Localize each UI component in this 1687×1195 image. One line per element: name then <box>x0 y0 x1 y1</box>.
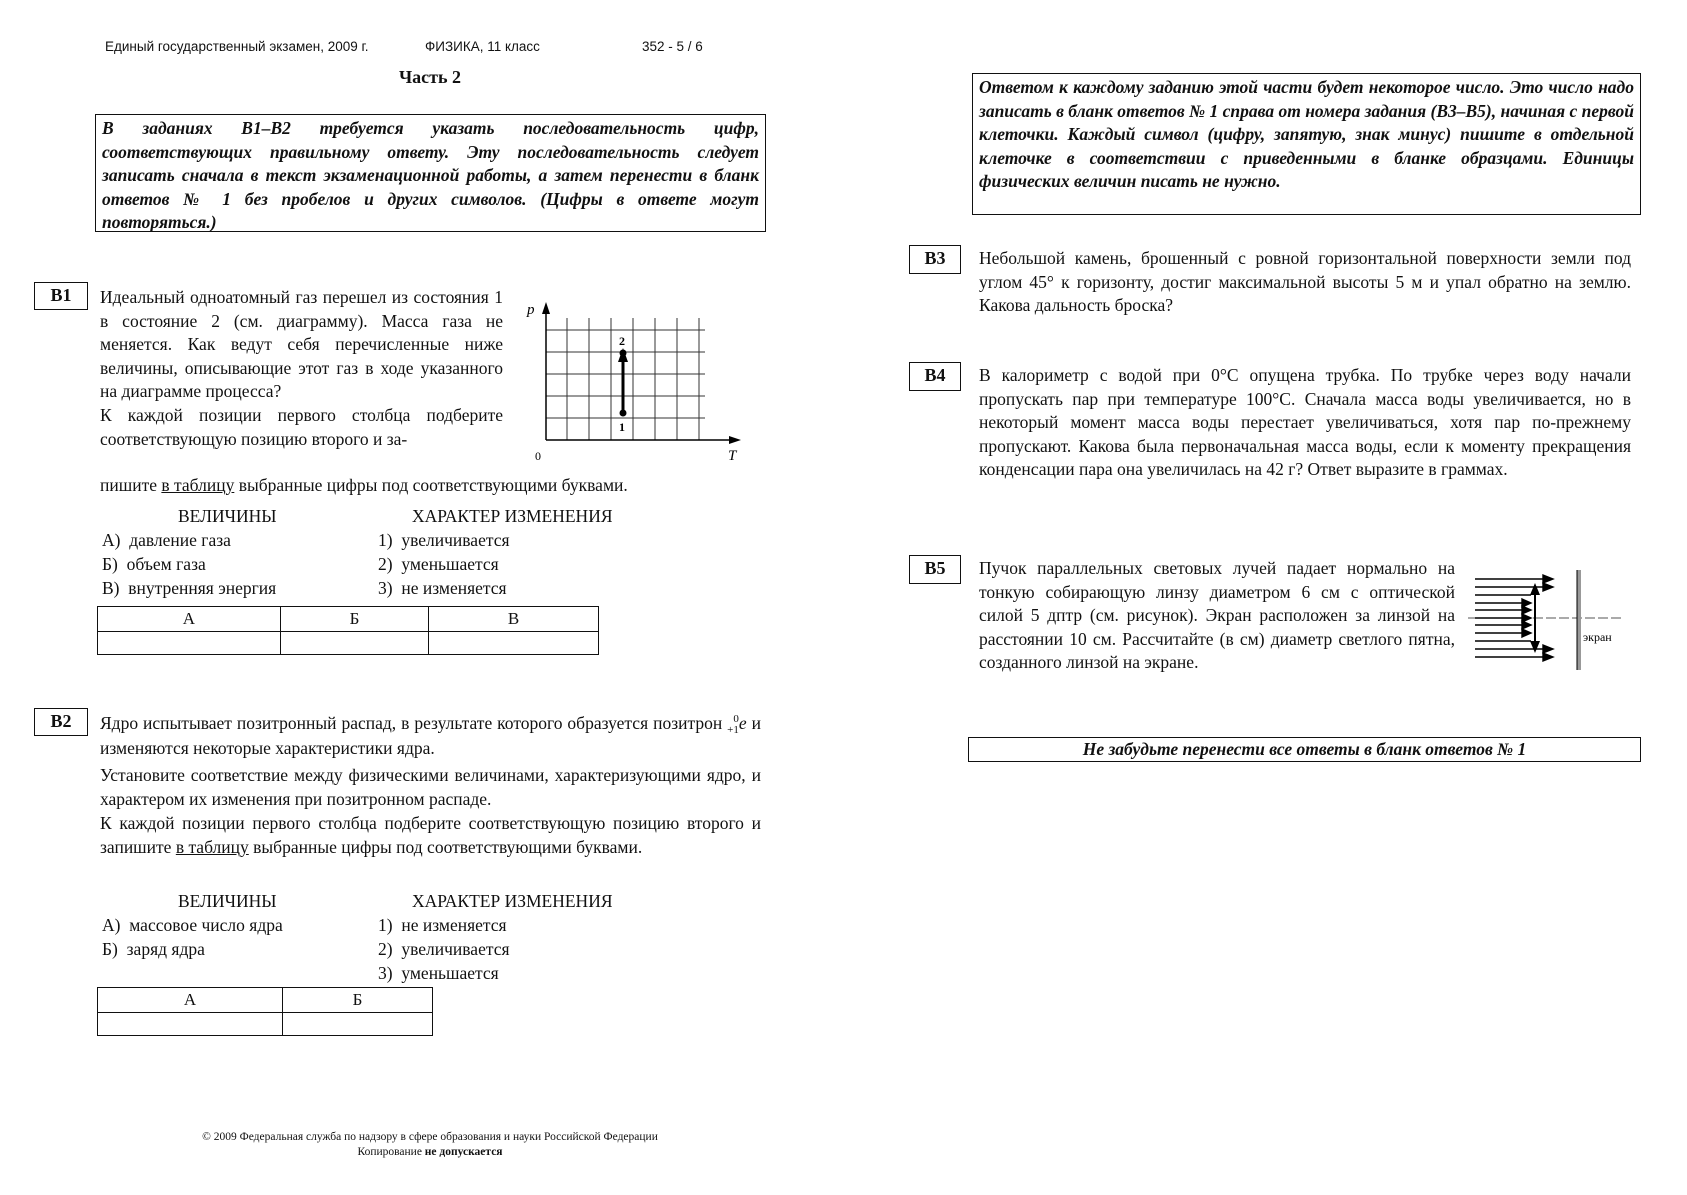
b1-text-3-post: выбранные цифры под соответствующими буквами. <box>234 475 628 495</box>
point-1-label: 1 <box>619 420 625 434</box>
footer-copy-notice: Копирование не допускается <box>357 1146 503 1158</box>
b2-change-3: 3) уменьшается <box>378 963 499 983</box>
b1-text-2: К каждой позиции первого столбца подберите соответствующую позицию второго и за- <box>100 404 503 449</box>
pt-diagram <box>515 298 747 468</box>
b2-col-a: А <box>98 988 283 1013</box>
b2-col1-header: ВЕЛИЧИНЫ <box>178 891 277 911</box>
b2-paragraph-1: Ядро испытывает позитронный распад, в результате которого образуется позитрон 0 +1e и изменяются некоторые характеристики ядра. <box>100 712 761 758</box>
b2-paragraph-2: Установите соответствие между физическими величинами, характеризующими ядро, и характером их изменения при позитронном распаде. <box>100 764 761 809</box>
b1-col-a: А <box>98 607 281 632</box>
footer <box>130 1130 730 1160</box>
b1-answer-b[interactable] <box>280 631 428 654</box>
b1-link-table: в таблицу <box>161 475 235 495</box>
positron-notation: 0 +1 <box>727 712 739 736</box>
b1-answer-a[interactable] <box>98 631 281 654</box>
b1-answer-table <box>97 606 599 655</box>
instructions-b1-b2: В заданиях В1–В2 требуется указать последовательность цифр, соответствующих правильному ответу. Эту последовательность следует записать сначала в текст экзаменационной работы, а затем перенести в бланк ответов № 1 без пробелов и других символов. (Цифры в ответе могут повторяться.) <box>95 114 766 232</box>
reminder-banner: Не забудьте перенести все ответы в бланк ответов № 1 <box>968 737 1641 762</box>
b2-col2-header: ХАРАКТЕР ИЗМЕНЕНИЯ <box>412 891 613 911</box>
b2-quantity-a: А) массовое число ядра <box>102 915 283 935</box>
b1-col2-header: ХАРАКТЕР ИЗМЕНЕНИЯ <box>412 506 613 526</box>
screen-label: экран <box>1583 630 1612 644</box>
b1-text-3 <box>100 474 740 498</box>
axis-label-p: p <box>527 302 535 318</box>
b1-change-1: 1) увеличивается <box>378 530 510 550</box>
point-2-label: 2 <box>619 334 625 348</box>
part-title: Часть 2 <box>398 67 462 87</box>
screen-icon <box>1577 570 1581 670</box>
b2-col-b: Б <box>283 988 433 1013</box>
axis-label-t: T <box>728 448 737 464</box>
b1-quantity-a: А) давление газа <box>102 530 231 550</box>
b2-answer-table <box>97 987 433 1036</box>
b2-text <box>100 711 761 859</box>
b1-quantity-b: Б) объем газа <box>102 554 206 574</box>
task-label-b5: В5 <box>909 555 961 584</box>
header-subject: ФИЗИКА, 11 класс <box>425 39 540 54</box>
b1-col-b: Б <box>280 607 428 632</box>
b1-quantity-c: В) внутренняя энергия <box>102 578 277 598</box>
b2-answer-a[interactable] <box>98 1012 283 1035</box>
b1-change-3: 3) не изменяется <box>378 578 507 598</box>
task-label-b4: В4 <box>909 362 961 391</box>
b2-change-2: 2) увеличивается <box>378 939 510 959</box>
b1-change-2: 2) уменьшается <box>378 554 499 574</box>
b4-text: В калориметр с водой при 0°С опущена трубка. По трубке через воду начали пропускать пар при температуре 100°С. Сначала масса воды увеличивается, но в некоторый момент масса воды перестает увеличиваться, хотя пар по-прежнему пропускают. Какова была первоначальная масса воды, если к моменту прекращения конденсации пара она увеличилась на 42 г? Ответ выразите в граммах. <box>979 365 1631 480</box>
instructions-b3-b5: Ответом к каждому заданию этой части будет некоторое число. Это число надо записать в бланк ответов № 1 справа от номера задания (В3–В5), начиная с первой клеточки. Каждый символ (цифру, запятую, знак минус) пишите в отдельной клеточке в соответствии с приведенными в бланке образцами. Единицы физических величин писать не нужно. <box>972 73 1641 215</box>
b1-col1-header: ВЕЛИЧИНЫ <box>178 506 277 526</box>
lens-diagram <box>1465 565 1645 673</box>
b1-col-c: В <box>429 607 599 632</box>
header-exam: Единый государственный экзамен, 2009 г. <box>105 39 369 54</box>
footer-copyright: © 2009 Федеральная служба по надзору в сфере образования и науки Российской Федерации <box>202 1131 658 1143</box>
b2-quantity-b: Б) заряд ядра <box>102 939 205 959</box>
task-label-b2: В2 <box>34 708 88 736</box>
b1-text-3-pre: пишите <box>100 475 162 495</box>
b1-text <box>100 286 503 451</box>
origin-label: 0 <box>535 449 541 463</box>
b1-text-1: Идеальный одноатомный газ перешел из состояния 1 в состояние 2 (см. диаграмму). Масса газа не меняется. Как ведут себя перечисленные ниже величины, описывающие этот газ в ходе указанного на диаграмме процесса? <box>100 287 503 402</box>
b1-answer-c[interactable] <box>429 631 599 654</box>
b3-text: Небольшой камень, брошенный с ровной горизонтальной поверхности земли под углом 45° к горизонту, достиг максимальной высоты 5 м и упал обратно на землю. Какова дальность броска? <box>979 248 1631 316</box>
b2-link-table: в таблицу <box>175 836 249 857</box>
task-label-b3: В3 <box>909 245 961 274</box>
b2-paragraph-3: К каждой позиции первого столбца подберите соответствующую позицию второго и запишите в таблицу выбранные цифры под соответствующими буквами. <box>100 812 761 857</box>
b2-change-1: 1) не изменяется <box>378 915 507 935</box>
task-label-b1: В1 <box>34 282 88 310</box>
header-code: 352 - 5 / 6 <box>642 39 703 54</box>
b2-answer-b[interactable] <box>283 1012 433 1035</box>
b5-text: Пучок параллельных световых лучей падает нормально на тонкую собирающую линзу диаметром 6 см с оптической силой 5 дптр (см. рисунок). Экран расположен за линзой на расстоянии 10 см. Рассчитайте (в см) диаметр светлого пятна, созданного линзой на экране. <box>979 558 1455 673</box>
